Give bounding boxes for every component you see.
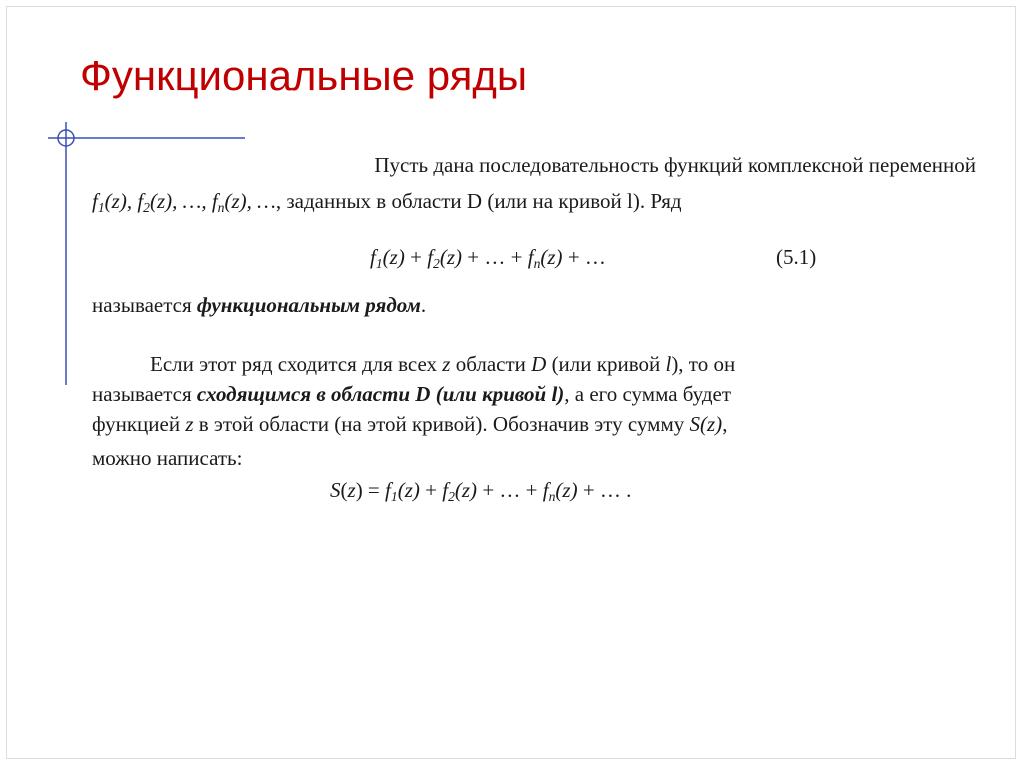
sum-formula: $S(z) = f_1(z) + f_2(z)$ + … + $f_n(z)$ + … .: [330, 478, 632, 505]
series-formula: $f_1(z) + f_2(z)$ + … + $f_n(z)$ + …: [370, 245, 606, 272]
paragraph3-line2-b: , а его сумма будет: [564, 382, 732, 406]
paragraph3-line1-a: Если этот ряд сходится для всех: [150, 352, 443, 376]
paragraph3-line1-c: (или кривой: [546, 352, 666, 376]
paragraph1-line2-text: , заданных в области D (или на кривой l). Ряд: [275, 189, 682, 213]
paragraph3-line1-b: области: [450, 352, 532, 376]
paragraph1-line2: [92, 189, 682, 214]
paragraph2-term: функциональным рядом: [196, 293, 421, 317]
sequence-formula: $f_1(z)$, $f_2(z)$, …, $f_n(z)$, …: [92, 189, 276, 216]
paragraph3-line1: Если этот ряд сходится для всех z области D (или кривой l), то он: [150, 352, 736, 376]
paragraph3-line3-c: ,: [722, 412, 728, 436]
paragraph3-line2-a: называется: [92, 382, 197, 406]
paragraph3-line3-b: в этой области (на этой кривой). Обозначив эту сумму: [193, 412, 690, 436]
paragraph2-prefix: называется: [92, 293, 197, 317]
paragraph3-line3-a: функцией: [92, 412, 186, 436]
paragraph3-line2: [92, 382, 731, 407]
paragraph1-line1: [92, 153, 976, 178]
paragraph3-line2-term: сходящимся в области D (или кривой l): [196, 382, 565, 406]
paragraph3-line1-d: ), то он: [671, 352, 736, 376]
equation-number: (5.1): [776, 245, 817, 269]
sum-symbol: S(z): [689, 412, 723, 436]
paragraph2-suffix: .: [420, 293, 427, 317]
paragraph1-line1-text: Пусть дана последовательность функций комплексной переменной: [374, 153, 976, 177]
paragraph2: [92, 293, 426, 318]
paragraph3-line3: функцией z в этой области (на этой кривой). Обозначив эту сумму S(z),: [92, 412, 728, 436]
paragraph3-line4: можно написать:: [92, 446, 243, 470]
slide-title: Функциональные ряды: [80, 52, 528, 99]
